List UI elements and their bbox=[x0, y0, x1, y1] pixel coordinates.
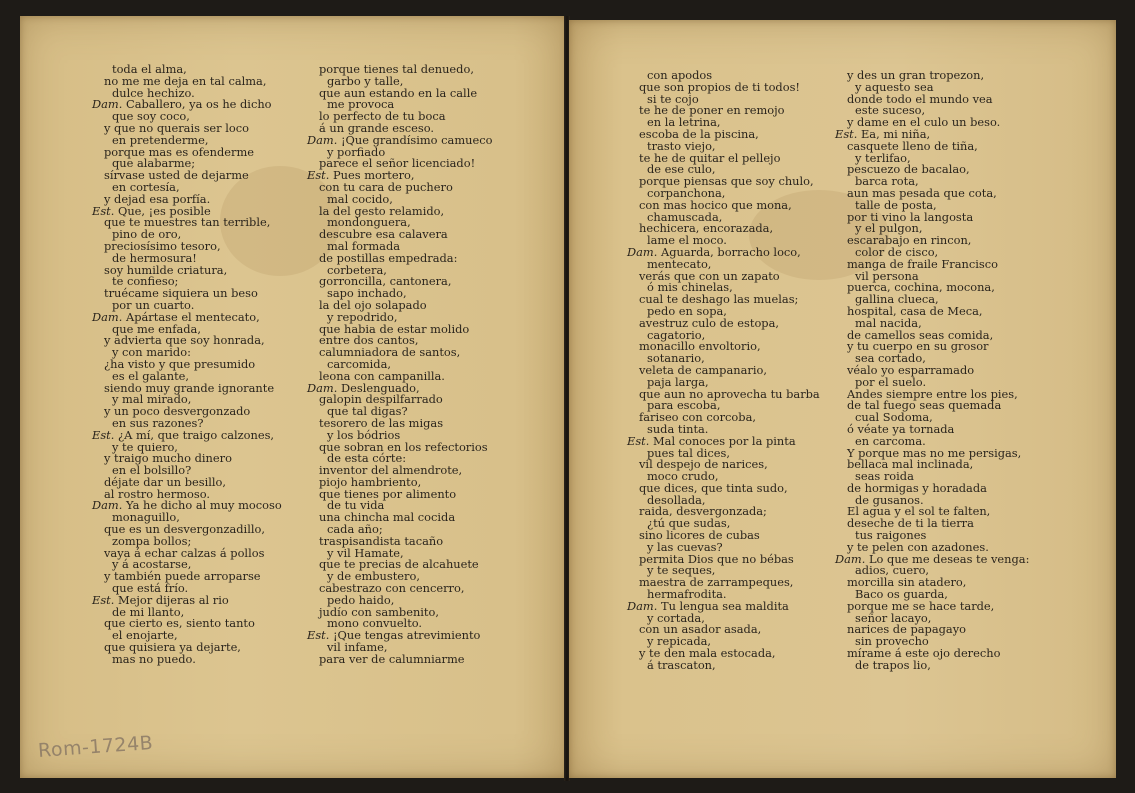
verse-text: y aquesto sea bbox=[855, 79, 934, 94]
verse-text: sapo inchado, bbox=[327, 286, 407, 301]
verse-text: y porfiado bbox=[327, 144, 386, 159]
speaker-label: Dam. bbox=[92, 498, 123, 513]
verse-text: y te pelen con azadones. bbox=[847, 539, 989, 554]
verse-text: lame el moco. bbox=[647, 233, 727, 248]
verse-text: que son propios de ti todos! bbox=[639, 79, 801, 94]
verse-text: y de embustero, bbox=[327, 569, 420, 584]
verse-text: sino licores de cubas bbox=[639, 528, 760, 543]
verse-text: con tu cara de puchero bbox=[319, 179, 453, 194]
verse-text: manga de fraile Francisco bbox=[847, 256, 998, 271]
speaker-label: Dam. bbox=[627, 244, 658, 259]
verse-text: Andes siempre entre los pies, bbox=[847, 386, 1018, 401]
text-column-4 bbox=[835, 70, 1029, 672]
verse-text: y te quiero, bbox=[112, 439, 178, 454]
verse-text: y con marido: bbox=[112, 345, 191, 360]
speaker-label: Est. bbox=[307, 168, 330, 183]
verse-text: Aguarda, borracho loco, bbox=[660, 244, 801, 259]
verse-text: Ya he dicho al muy mocoso bbox=[125, 498, 282, 513]
verse-text: casquete lleno de tiña, bbox=[847, 138, 978, 153]
verse-text: Que, ¡es posible bbox=[117, 203, 211, 218]
verse-text: tus raigones bbox=[855, 528, 927, 543]
verse-text: mal formada bbox=[327, 238, 401, 253]
verse-text: talle de posta, bbox=[855, 197, 937, 212]
verse-text: la del ojo solapado bbox=[319, 297, 427, 312]
verse-text: permita Dios que no bébas bbox=[639, 551, 794, 566]
verse-text: inventor del almendrote, bbox=[319, 463, 463, 478]
verse-text: te he de quitar el pellejo bbox=[639, 150, 781, 165]
verse-text: el enojarte, bbox=[112, 628, 178, 643]
verse-text: sea cortado, bbox=[855, 351, 926, 366]
verse-text: que sobran en los refectorios bbox=[319, 439, 488, 454]
verse-text: de esta córte: bbox=[327, 451, 407, 466]
verse-text: y mal mirado, bbox=[112, 392, 192, 407]
verse-text: porque tienes tal denuedo, bbox=[319, 62, 474, 76]
verse-text: narices de papagayo bbox=[847, 622, 966, 637]
verse-text: hermafrodita. bbox=[647, 587, 727, 602]
verse-text: pedo haido, bbox=[327, 592, 395, 607]
verse-text: de ese culo, bbox=[647, 162, 716, 177]
verse-text: de tal fuego seas quemada bbox=[847, 398, 1002, 413]
verse-text: en sus razones? bbox=[112, 415, 204, 430]
verse-text: que me enfada, bbox=[112, 321, 201, 336]
verse-text: con mas hocico que mona, bbox=[639, 197, 792, 212]
verse-text: suda tinta. bbox=[647, 421, 709, 436]
verse-text: monacillo envoltorio, bbox=[639, 339, 761, 354]
verse-text: y también puede arroparse bbox=[104, 569, 261, 584]
verse-text: Tu lengua sea maldita bbox=[660, 598, 789, 613]
verse-text: en cortesía, bbox=[112, 179, 180, 194]
speaker-label: Dam. bbox=[92, 97, 123, 112]
verse-text: porque piensas que soy chulo, bbox=[639, 174, 814, 189]
verse-text: de gusanos. bbox=[855, 492, 924, 507]
verse-text: cabestrazo con cencerro, bbox=[319, 581, 465, 596]
verse-text: de postillas empedrada: bbox=[319, 250, 458, 265]
verse-text: corbetera, bbox=[327, 262, 387, 277]
verse-text: sotanario, bbox=[647, 351, 705, 366]
verse-text: color de cisco, bbox=[855, 244, 939, 259]
verse-text: de hormigas y horadada bbox=[847, 480, 987, 495]
verse-line bbox=[627, 657, 820, 672]
verse-text: que tal digas? bbox=[327, 404, 408, 419]
verse-text: seas roida bbox=[855, 469, 914, 484]
verse-text: á trascaton, bbox=[647, 657, 716, 672]
verse-text: y las cuevas? bbox=[647, 539, 723, 554]
verse-text: que te muestres tan terrible, bbox=[104, 215, 271, 230]
verse-line bbox=[835, 657, 1029, 672]
verse-text: sírvase usted de dejarme bbox=[104, 168, 249, 183]
verse-text: que habia de estar molido bbox=[319, 321, 470, 336]
verse-text: escarabajo en rincon, bbox=[847, 233, 972, 248]
verse-text: mono convuelto. bbox=[327, 616, 423, 631]
verse-text: Y porque mas no me persigas, bbox=[847, 445, 1022, 460]
right-page bbox=[569, 20, 1116, 778]
verse-text: vil persona bbox=[855, 268, 919, 283]
verse-text: ¡Que tengas atrevimiento bbox=[332, 628, 481, 643]
verse-text: pedo en sopa, bbox=[647, 303, 727, 318]
verse-text: Pues mortero, bbox=[332, 168, 415, 183]
verse-text: ¿ha visto y que presumido bbox=[104, 356, 256, 371]
verse-text: y cortada, bbox=[647, 610, 705, 625]
text-column-3 bbox=[627, 70, 820, 672]
verse-text: que dices, que tinta sudo, bbox=[639, 480, 788, 495]
text-column-2 bbox=[307, 64, 492, 666]
verse-text: véalo yo esparramado bbox=[847, 362, 975, 377]
verse-text: con un asador asada, bbox=[639, 622, 762, 637]
verse-text: verás que con un zapato bbox=[639, 268, 780, 283]
verse-text: con apodos bbox=[647, 68, 713, 82]
verse-text: por el suelo. bbox=[855, 374, 927, 389]
verse-text: Apártase el mentecato, bbox=[125, 309, 260, 324]
verse-text: la del gesto relamido, bbox=[319, 203, 445, 218]
verse-text: y vil Hamate, bbox=[327, 545, 404, 560]
verse-text: en la letrina, bbox=[647, 115, 721, 130]
verse-text: de trapos lio, bbox=[855, 657, 931, 672]
verse-text: es el galante, bbox=[112, 368, 190, 383]
verse-text: y dame en el culo un beso. bbox=[847, 115, 1001, 130]
verse-text: te he de poner en remojo bbox=[639, 103, 785, 118]
verse-text: escoba de la piscina, bbox=[639, 126, 759, 141]
text-column-1 bbox=[92, 64, 282, 666]
verse-text: mal cocido, bbox=[327, 191, 393, 206]
verse-text: á un grande esceso. bbox=[319, 120, 435, 135]
verse-text: piojo hambriento, bbox=[319, 474, 422, 489]
verse-text: una chincha mal cocida bbox=[319, 510, 456, 525]
verse-text: sin provecho bbox=[855, 634, 929, 649]
verse-line bbox=[92, 651, 282, 666]
verse-text: mas no puedo. bbox=[112, 651, 196, 666]
verse-text: garbo y talle, bbox=[327, 73, 404, 88]
left-page bbox=[20, 16, 568, 778]
verse-text: raida, desvergonzada; bbox=[639, 504, 767, 519]
verse-text: cual te deshago las muelas; bbox=[639, 292, 799, 307]
verse-text: galopin despilfarrado bbox=[319, 392, 443, 407]
verse-text: mírame á este ojo derecho bbox=[847, 646, 1001, 661]
verse-text: barca rota, bbox=[855, 174, 919, 189]
verse-text: Deslenguado, bbox=[340, 380, 420, 395]
verse-text: de camellos seas comida, bbox=[847, 327, 994, 342]
speaker-label: Dam. bbox=[307, 380, 338, 395]
verse-text: mondonguera, bbox=[327, 215, 411, 230]
verse-text: hechicera, encorazada, bbox=[639, 221, 774, 236]
verse-text: dulce hechizo. bbox=[112, 85, 195, 100]
verse-text: entre dos cantos, bbox=[319, 333, 419, 348]
verse-text: que te precias de alcahuete bbox=[319, 557, 479, 572]
verse-text: y des un gran tropezon, bbox=[847, 68, 985, 82]
speaker-label: Dam. bbox=[627, 598, 658, 613]
verse-text: preciosísimo tesoro, bbox=[104, 238, 221, 253]
verse-text: descubre esa calavera bbox=[319, 227, 448, 242]
verse-line bbox=[307, 651, 492, 666]
verse-text: mentecato, bbox=[647, 256, 712, 271]
verse-text: en el bolsillo? bbox=[112, 463, 192, 478]
verse-text: que es un desvergonzadillo, bbox=[104, 522, 265, 537]
verse-text: de tu vida bbox=[327, 498, 385, 513]
verse-text: en carcoma. bbox=[855, 433, 926, 448]
verse-text: que quisiera ya dejarte, bbox=[104, 640, 241, 655]
verse-text: gorroncilla, cantonera, bbox=[319, 274, 452, 289]
speaker-label: Dam. bbox=[835, 551, 866, 566]
verse-text: cagatorio, bbox=[647, 327, 706, 342]
verse-text: pescuezo de bacalao, bbox=[847, 162, 970, 177]
verse-text: ¿A mí, que traigo calzones, bbox=[117, 427, 275, 442]
verse-text: y te seques, bbox=[647, 563, 716, 578]
verse-text: trasto viejo, bbox=[647, 138, 716, 153]
verse-text: por ti vino la langosta bbox=[847, 209, 974, 224]
verse-text: si te cojo bbox=[647, 91, 699, 106]
verse-text: porque me se hace tarde, bbox=[847, 598, 995, 613]
verse-text: y que no querais ser loco bbox=[104, 120, 249, 135]
verse-text: que cierto es, siento tanto bbox=[104, 616, 255, 631]
verse-text: puerca, cochina, mocona, bbox=[847, 280, 995, 295]
verse-text: que aun no aprovecha tu barba bbox=[639, 386, 820, 401]
verse-text: Baco os guarda, bbox=[855, 587, 948, 602]
verse-text: y tu cuerpo en su grosor bbox=[847, 339, 989, 354]
verse-text: monaguillo, bbox=[112, 510, 180, 525]
verse-text: ó véate ya tornada bbox=[847, 421, 955, 436]
verse-text: calumniadora de santos, bbox=[319, 345, 461, 360]
verse-text: que aun estando en la calle bbox=[319, 85, 478, 100]
verse-text: que tienes por alimento bbox=[319, 486, 457, 501]
verse-text: ó mis chinelas, bbox=[647, 280, 733, 295]
verse-text: y un poco desvergonzado bbox=[104, 404, 251, 419]
verse-text: que soy coco, bbox=[112, 109, 190, 124]
verse-text: deseche de ti la tierra bbox=[847, 516, 974, 531]
verse-text: para ver de calumniarme bbox=[319, 651, 465, 666]
verse-text: y los bódrios bbox=[327, 427, 401, 442]
verse-text: Ea, mi niña, bbox=[860, 126, 931, 141]
verse-text: pino de oro, bbox=[112, 227, 182, 242]
verse-text: tesorero de las migas bbox=[319, 415, 444, 430]
verse-text: ¿tú que sudas, bbox=[647, 516, 731, 531]
verse-text: corpanchona, bbox=[647, 185, 726, 200]
speaker-label: Dam. bbox=[92, 309, 123, 324]
verse-text: en pretenderme, bbox=[112, 132, 209, 147]
verse-text: avestruz culo de estopa, bbox=[639, 315, 780, 330]
verse-text: siendo muy grande ignorante bbox=[104, 380, 275, 395]
verse-text: pues tal dices, bbox=[647, 445, 730, 460]
verse-text: El agua y el sol te falten, bbox=[847, 504, 991, 519]
speaker-label: Est. bbox=[92, 203, 115, 218]
verse-text: señor lacayo, bbox=[855, 610, 932, 625]
verse-text: soy humilde criatura, bbox=[104, 262, 228, 277]
verse-text: Lo que me deseas te venga: bbox=[868, 551, 1030, 566]
verse-text: que alabarme; bbox=[112, 156, 196, 171]
verse-text: vil infame, bbox=[327, 640, 388, 655]
verse-text: carcomida, bbox=[327, 356, 392, 371]
verse-text: traspisandista tacaño bbox=[319, 533, 444, 548]
verse-text: Mejor dijeras al rio bbox=[117, 592, 229, 607]
speaker-label: Est. bbox=[92, 592, 115, 607]
verse-text: porque mas es ofenderme bbox=[104, 144, 255, 159]
verse-text: judío con sambenito, bbox=[319, 604, 439, 619]
speaker-label: Est. bbox=[835, 126, 858, 141]
verse-text: este suceso, bbox=[855, 103, 926, 118]
verse-text: y terlifao, bbox=[855, 150, 911, 165]
verse-text: veleta de campanario, bbox=[639, 362, 767, 377]
speaker-label: Est. bbox=[307, 628, 330, 643]
verse-text: lo perfecto de tu boca bbox=[319, 109, 446, 124]
verse-text: desollada, bbox=[647, 492, 706, 507]
verse-text: y te den mala estocada, bbox=[639, 646, 776, 661]
archive-stamp: Rom-1724B bbox=[37, 732, 154, 762]
verse-text: me provoca bbox=[327, 97, 395, 112]
verse-text: cada año; bbox=[327, 522, 383, 537]
verse-text: leona con campanilla. bbox=[319, 368, 445, 383]
speaker-label: Dam. bbox=[307, 132, 338, 147]
verse-text: de mi llanto, bbox=[112, 604, 185, 619]
verse-text: y á acostarse, bbox=[112, 557, 192, 572]
speaker-label: Est. bbox=[627, 433, 650, 448]
verse-text: y advierta que soy honrada, bbox=[104, 333, 265, 348]
verse-text: toda el alma, bbox=[112, 62, 187, 76]
verse-text: Mal conoces por la pinta bbox=[652, 433, 796, 448]
verse-text: por un cuarto. bbox=[112, 297, 195, 312]
verse-text: y traigo mucho dinero bbox=[104, 451, 232, 466]
verse-text: moco crudo, bbox=[647, 469, 719, 484]
verse-text: y repicada, bbox=[647, 634, 712, 649]
verse-text: y repodrido, bbox=[327, 309, 398, 324]
verse-text: de hermosura! bbox=[112, 250, 197, 265]
verse-text: y el pulgon, bbox=[855, 221, 923, 236]
verse-text: vaya á echar calzas á pollos bbox=[104, 545, 265, 560]
verse-text: vil despejo de narices, bbox=[639, 457, 768, 472]
verse-text: parece el señor licenciado! bbox=[319, 156, 476, 171]
verse-text: chamuscada, bbox=[647, 209, 723, 224]
verse-text: zompa bollos; bbox=[112, 533, 192, 548]
verse-text: cual Sodoma, bbox=[855, 410, 933, 425]
verse-text: que está frío. bbox=[112, 581, 189, 596]
verse-text: maestra de zarrampeques, bbox=[639, 575, 794, 590]
verse-text: donde todo el mundo vea bbox=[847, 91, 993, 106]
verse-text: paja larga, bbox=[647, 374, 709, 389]
verse-text: Caballero, ya os he dicho bbox=[125, 97, 272, 112]
verse-text: bellaca mal inclinada, bbox=[847, 457, 974, 472]
verse-text: no me me deja en tal calma, bbox=[104, 73, 267, 88]
verse-text: truécame siquiera un beso bbox=[104, 286, 258, 301]
verse-text: morcilla sin atadero, bbox=[847, 575, 967, 590]
verse-text: te confieso; bbox=[112, 274, 179, 289]
verse-text: hospital, casa de Meca, bbox=[847, 303, 983, 318]
verse-text: ¡Que grandísimo camueco bbox=[340, 132, 493, 147]
verse-text: y dejad esa porfía. bbox=[104, 191, 211, 206]
verse-text: para escoba, bbox=[647, 398, 721, 413]
verse-text: fariseo con corcoba, bbox=[639, 410, 756, 425]
verse-text: déjate dar un besillo, bbox=[104, 474, 227, 489]
verse-text: mal nacida, bbox=[855, 315, 922, 330]
verse-text: adios, cuero, bbox=[855, 563, 930, 578]
verse-text: aun mas pesada que cota, bbox=[847, 185, 997, 200]
verse-text: gallina clueca, bbox=[855, 292, 939, 307]
verse-text: al rostro hermoso. bbox=[104, 486, 211, 501]
speaker-label: Est. bbox=[92, 427, 115, 442]
